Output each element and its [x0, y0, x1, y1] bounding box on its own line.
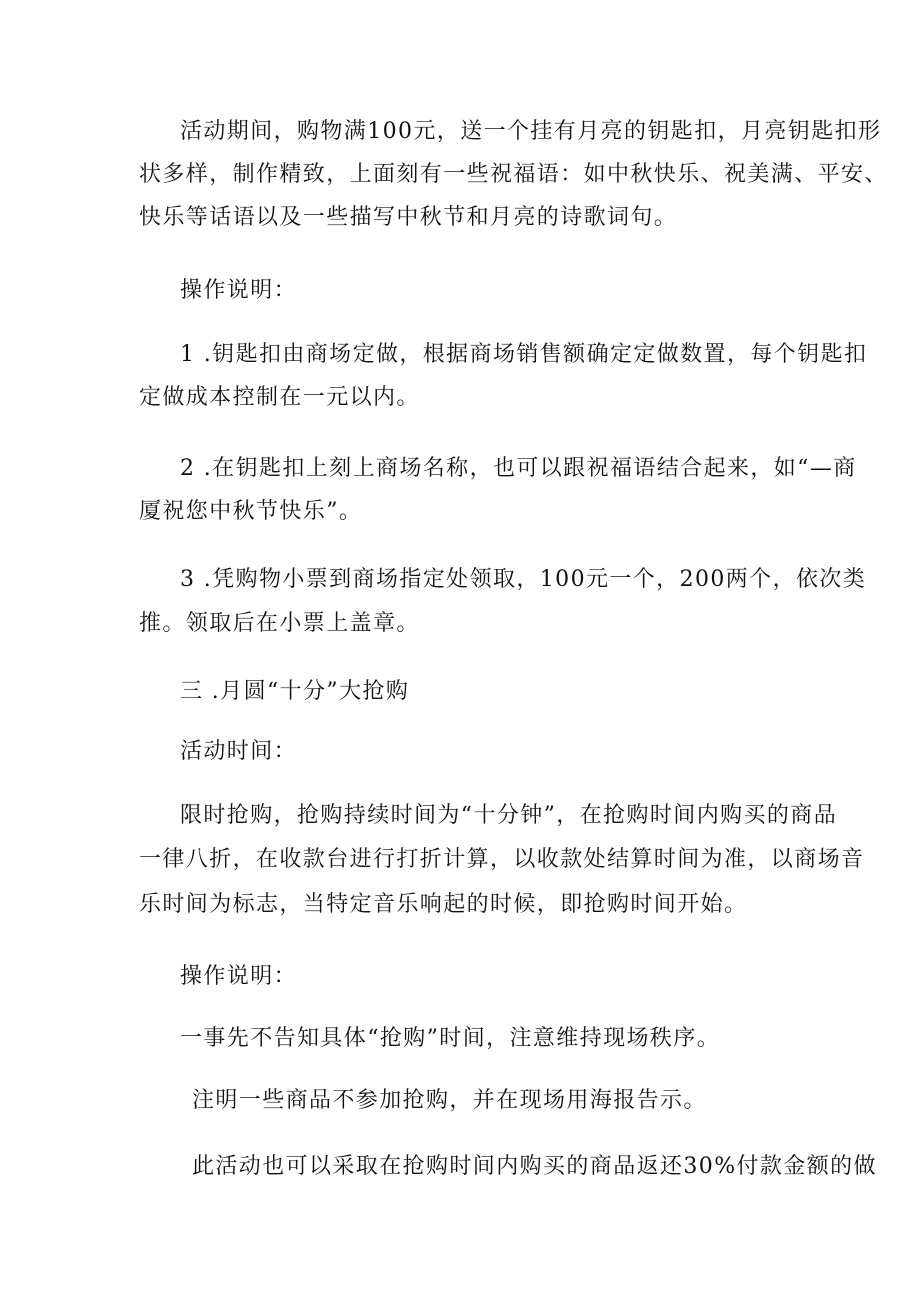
item-3-line-1: 3 .凭购物小票到商场指定处领取，100元一个，200两个，依次类 [180, 567, 867, 592]
activity-time-heading: 活动时间： [180, 739, 298, 764]
operation-heading-1: 操作说明： [180, 278, 298, 303]
flash-sale-line-3: 乐时间为标志，当特定音乐响起的时候，即抢购时间开始。 [139, 892, 748, 917]
item-3-line-2: 推。领取后在小票上盖章。 [139, 611, 420, 636]
paragraph-1-line-1: 活动期间，购物满100元，送一个挂有月亮的钥匙扣，月亮钥匙扣形 [180, 119, 882, 144]
instruction-1: 一事先不告知具体“抢购”时间，注意维持现场秩序。 [180, 1026, 721, 1051]
flash-sale-line-1: 限时抢购，抢购持续时间为“十分钟”，在抢购时间内购买的商品 [180, 803, 838, 828]
item-2-line-2: 厦祝您中秋节快乐”。 [139, 499, 363, 524]
operation-heading-2: 操作说明： [180, 964, 298, 989]
flash-sale-line-2: 一律八折，在收款台进行打折计算，以收款处结算时间为准，以商场音 [139, 847, 865, 872]
item-1-line-1: 1 .钥匙扣由商场定做，根据商场销售额确定定做数置，每个钥匙扣 [180, 342, 868, 367]
instruction-2: 注明一些商品不参加抢购，并在现场用海报告示。 [192, 1088, 707, 1113]
paragraph-1-line-2: 状多样，制作精致，上面刻有一些祝福语：如中秋快乐、祝美满、平安、 [139, 162, 888, 187]
section-3-heading: 三 .月圆“十分”大抢购 [180, 679, 410, 704]
item-1-line-2: 定做成本控制在一元以内。 [139, 385, 420, 410]
item-2-line-1: 2 .在钥匙扣上刻上商场名称，也可以跟祝福语结合起来，如“—商 [180, 456, 857, 481]
paragraph-1-line-3: 快乐等话语以及一些描写中秋节和月亮的诗歌词句。 [139, 205, 678, 230]
instruction-3: 此活动也可以采取在抢购时间内购买的商品返还30%付款金额的做 [192, 1154, 877, 1179]
